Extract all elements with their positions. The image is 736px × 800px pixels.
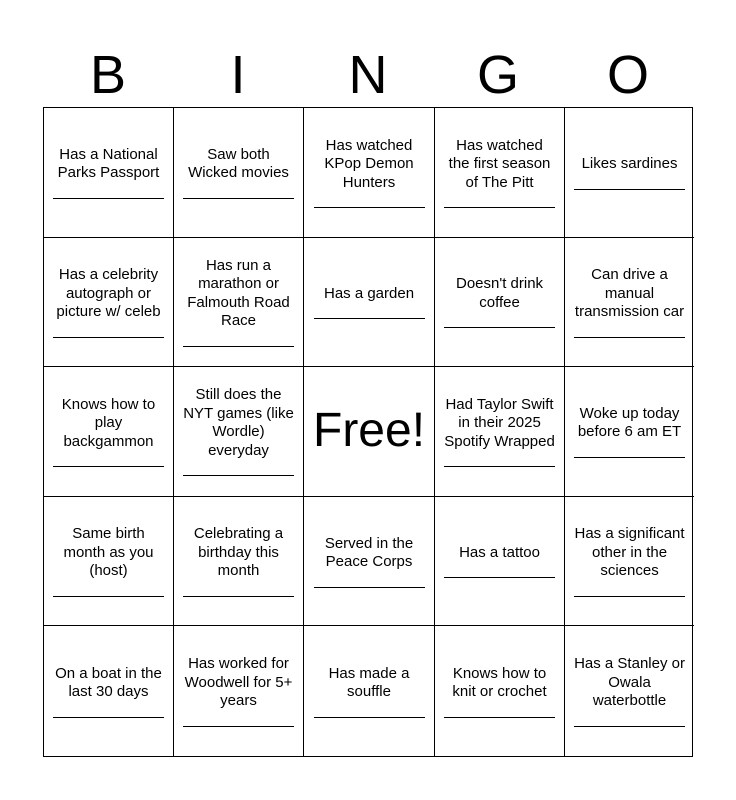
square-content (444, 137, 555, 209)
square-content (53, 396, 164, 468)
signature-line (183, 346, 294, 347)
bingo-square[interactable] (174, 108, 304, 238)
square-content (313, 665, 425, 718)
square-prompt: Saw both Wicked movies (188, 145, 289, 182)
bingo-square[interactable] (44, 367, 174, 497)
square-prompt: Still does the NYT games (like Wordle) everyday (183, 386, 294, 459)
square-prompt: Has a National Parks Passport (57, 145, 160, 182)
square-prompt: Celebrating a birthday this month (193, 525, 284, 580)
square-prompt: Has watched KPop Demon Hunters (324, 136, 414, 191)
signature-line (444, 466, 555, 467)
signature-line (444, 207, 555, 208)
signature-line (314, 717, 425, 718)
signature-line (444, 577, 555, 578)
bingo-square[interactable] (174, 497, 304, 627)
square-content (444, 665, 555, 718)
signature-line (183, 596, 294, 597)
bingo-header (43, 44, 693, 106)
square-prompt: Has run a marathon or Falmouth Road Race (187, 256, 290, 330)
header-letter-o: O (606, 45, 649, 105)
bingo-square[interactable] (565, 367, 694, 497)
square-content (574, 655, 685, 727)
bingo-square[interactable] (435, 108, 565, 238)
signature-line (314, 318, 425, 319)
header-letter-i: I (230, 45, 246, 105)
square-prompt: Has made a souffle (328, 664, 410, 701)
signature-line (183, 198, 294, 199)
square-prompt: On a boat in the last 30 days (55, 664, 162, 701)
square-prompt: Has a significant other in the sciences (574, 525, 685, 580)
square-prompt: Same birth month as you (host) (63, 525, 154, 580)
square-prompt: Doesn't drink coffee (455, 275, 544, 311)
square-prompt: Knows how to knit or crochet (452, 664, 547, 701)
bingo-square[interactable] (435, 238, 565, 368)
bingo-square[interactable] (435, 367, 565, 497)
square-content (183, 655, 294, 727)
square-content (183, 386, 294, 476)
square-prompt: Woke up today before 6 am ET (577, 404, 682, 441)
square-prompt: Served in the Peace Corps (324, 534, 414, 571)
signature-line (53, 596, 164, 597)
signature-line (53, 717, 164, 718)
bingo-square[interactable] (565, 238, 694, 368)
header-letter-n: N (348, 45, 388, 105)
bingo-square[interactable] (304, 238, 435, 368)
signature-line (183, 726, 294, 727)
bingo-square[interactable] (44, 108, 174, 238)
square-prompt: Has a Stanley or Owala waterbottle (574, 655, 685, 710)
bingo-board (43, 107, 693, 757)
bingo-square[interactable] (565, 108, 694, 238)
bingo-square[interactable] (565, 497, 694, 627)
signature-line (53, 337, 164, 338)
square-content (53, 525, 164, 597)
square-prompt: Has a celebrity autograph or picture w/ celeb (56, 266, 161, 321)
square-content (53, 146, 164, 199)
bingo-square[interactable] (44, 238, 174, 368)
square-content (183, 146, 294, 199)
signature-line (314, 587, 425, 588)
square-content (574, 155, 685, 190)
signature-line (53, 198, 164, 199)
square-content (574, 405, 685, 458)
square-content (313, 535, 425, 588)
signature-line (574, 189, 685, 190)
signature-line (574, 596, 685, 597)
bingo-free-square[interactable] (304, 367, 435, 497)
bingo-square[interactable] (44, 626, 174, 756)
bingo-square[interactable] (304, 108, 435, 238)
signature-line (574, 337, 685, 338)
bingo-square[interactable] (565, 626, 694, 756)
bingo-square[interactable] (304, 497, 435, 627)
signature-line (444, 717, 555, 718)
free-label: Free! (313, 404, 426, 458)
bingo-square[interactable] (435, 626, 565, 756)
square-content (574, 525, 685, 597)
square-content (444, 544, 555, 579)
bingo-square[interactable] (435, 497, 565, 627)
square-content (183, 257, 294, 347)
square-prompt: Has a tattoo (459, 543, 540, 561)
signature-line (314, 207, 425, 208)
signature-line (183, 475, 294, 476)
square-prompt: Has a garden (323, 284, 415, 302)
bingo-square[interactable] (44, 497, 174, 627)
square-prompt: Knows how to play backgammon (61, 395, 156, 450)
header-letter-b: B (89, 45, 127, 105)
bingo-square[interactable] (174, 626, 304, 756)
square-content (444, 396, 555, 468)
square-prompt: Has watched the first season of The Pitt (448, 136, 551, 191)
square-content (53, 266, 164, 338)
square-content (183, 525, 294, 597)
square-prompt: Likes sardines (581, 155, 678, 173)
signature-line (444, 327, 555, 328)
header-letter-g: G (476, 45, 519, 105)
square-content (53, 665, 164, 718)
bingo-square[interactable] (174, 367, 304, 497)
square-content (574, 266, 685, 338)
bingo-square[interactable] (174, 238, 304, 368)
square-content (313, 137, 425, 209)
square-content (313, 285, 425, 320)
signature-line (574, 457, 685, 458)
square-prompt: Has worked for Woodwell for 5+ years (184, 655, 293, 710)
square-prompt: Had Taylor Swift in their 2025 Spotify Wrapped (444, 395, 555, 450)
bingo-square[interactable] (304, 626, 435, 756)
square-prompt: Can drive a manual transmission car (574, 266, 685, 321)
square-content (444, 275, 555, 328)
signature-line (574, 726, 685, 727)
signature-line (53, 466, 164, 467)
